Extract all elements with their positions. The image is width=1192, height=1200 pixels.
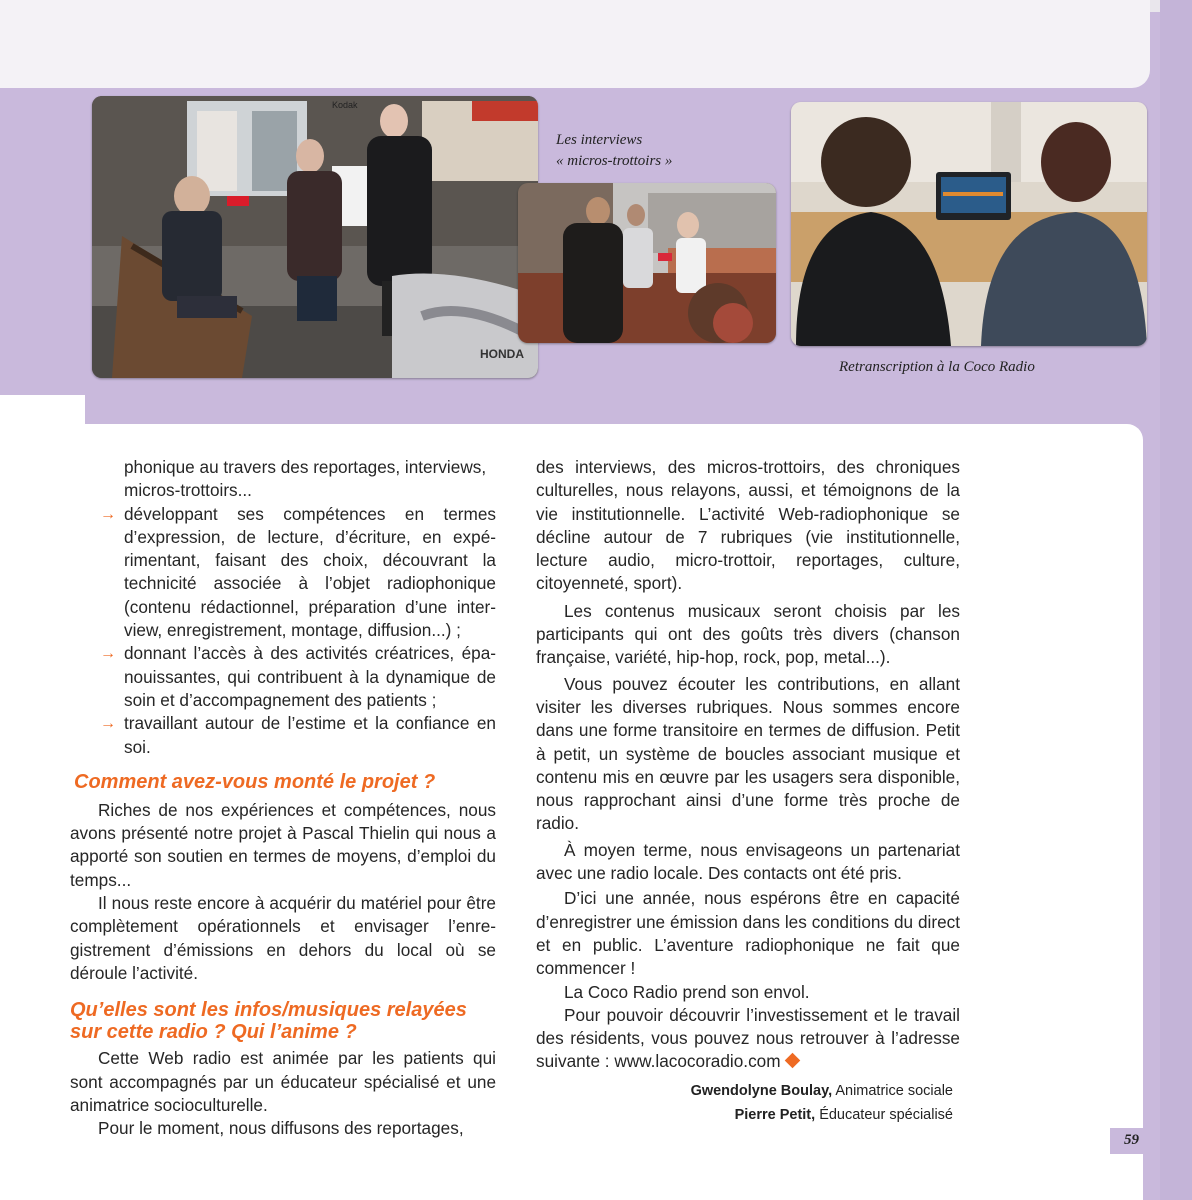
page-number: 59 xyxy=(1124,1132,1139,1148)
caption-interviews xyxy=(556,130,672,172)
bullet3-text: travaillant autour de l’estime et la confiance en soi. xyxy=(124,713,496,757)
caption-interviews-line1: Les interviews xyxy=(556,132,643,148)
signature-name1: Gwendolyne Boulay, xyxy=(690,1083,833,1099)
right-para-2: Les contenus musicaux seront choisis par les participants qui ont des goûts très divers (chanson française, variété, hip-hop, rock, pop, metal...). xyxy=(536,600,960,668)
bullet-item xyxy=(100,503,496,643)
honda-label: HONDA xyxy=(480,347,524,361)
text-panel-left-notch xyxy=(0,395,85,430)
right-lavender-band xyxy=(1160,0,1192,1200)
retranscription-image xyxy=(791,102,1147,346)
photo-retranscription xyxy=(791,102,1147,346)
heading-infos-line1: Qu’elles sont les infos/musiques relayées xyxy=(70,999,467,1022)
top-white-band xyxy=(0,0,1150,88)
signature-role1: Animatrice sociale xyxy=(835,1083,953,1099)
bullet1-text: développant ses compétences en termes d’expression, de lecture, d’écriture, en expérimentant, faisant des choix, découvrant la technicité associée à l’objet radiophonique (contenu rédactionnel, préparation d’une interview, enregistrement, montage, diffusion...) ; xyxy=(124,503,496,641)
arrow-icon: → xyxy=(100,505,116,523)
right-para-4: À moyen terme, nous envisageons un partenariat avec une radio locale. Des contacts ont été pris. xyxy=(536,839,960,884)
right-para-1: des interviews, des micros-trottoirs, des chroniques culturelles, nous relayons, aussi, et témoignons de la vie institutionnelle. L’activité Web-radiophonique se décline autour de 7 rubriques (vie institutionnelle, lecture audio, micro-trottoir, reportages, culture, citoyenneté, sport). xyxy=(536,457,960,594)
bullet-item xyxy=(100,642,496,712)
signature-role2: Éducateur spécialisé xyxy=(819,1107,953,1123)
heading-project: Comment avez-vous monté le projet ? xyxy=(74,770,436,793)
shop-sign: Kodak xyxy=(332,100,358,110)
signature-line1 xyxy=(691,1080,953,1102)
street-interview-image xyxy=(92,96,538,378)
arrow-icon: → xyxy=(100,645,116,663)
left-column xyxy=(70,456,496,1140)
caption-interviews-line2: « micros-trottoirs » xyxy=(556,153,673,169)
right-para-5: D’ici une année, nous espérons être en capacité d’enregistrer une émission dans les conditions du direct et en public. L’aventure radiophonique ne fait que commencer ! xyxy=(536,888,960,979)
bullet2-text: donnant l’accès à des activités créatrices, épanouissantes, qui contribuent à la dynamique de soin et d’accompagnement des patients ; xyxy=(124,643,496,710)
intro-line1: phonique au travers des reportages, interviews, xyxy=(124,457,487,477)
signature-name2: Pierre Petit, xyxy=(734,1107,816,1123)
intro-line2: micros-trottoirs... xyxy=(124,480,252,501)
para-infos-1: Cette Web radio est animée par les patients qui sont accompagnés par un éducateur spécialisé et une animatrice socioculturelle. xyxy=(70,1048,496,1115)
para-project-1: Riches de nos expériences et compétences, nous avons présenté notre projet à Pascal Thielin qui nous a apporté son soutien en termes de moyens, d’emploi du temps... xyxy=(70,799,496,890)
photo-street-interview xyxy=(92,96,538,378)
page-number-tab xyxy=(1110,1128,1160,1154)
diamond-end-icon xyxy=(784,1053,800,1069)
micro-trottoir-image xyxy=(518,183,776,343)
bullet-item xyxy=(100,712,496,759)
caption-retranscription: Retranscription à la Coco Radio xyxy=(839,359,1035,375)
para-infos-2: Pour le moment, nous diffusons des reportages, xyxy=(98,1118,464,1139)
right-column xyxy=(536,456,960,1074)
right-para-7 xyxy=(536,1004,960,1074)
signature-block xyxy=(560,1080,953,1130)
arrow-icon: → xyxy=(100,715,116,733)
photo-micro-trottoir xyxy=(518,183,776,343)
heading-infos-line2: sur cette radio ? Qui l’anime ? xyxy=(70,1021,357,1044)
signature-line2 xyxy=(735,1104,953,1126)
right-para-7-text: Pour pouvoir découvrir l’investissement et le travail des résidents, vous pouvez nous retrouver à l’adresse suivante : www.lacocoradio.com xyxy=(536,1004,960,1072)
right-para-6: La Coco Radio prend son envol. xyxy=(564,981,810,1002)
right-para-3: Vous pouvez écouter les contributions, en allant visiter les diverses rubriques. Nous sommes encore dans une forme transitoire en termes de diffusion. Petit à petit, un système de boucles associant musique et contenu mis en œuvre par les usagers sera disponible, nous rapprochant ainsi d’une forme très proche de radio. xyxy=(536,673,960,834)
para-project-2: Il nous reste encore à acquérir du matériel pour être complètement opérationnels et envisager l’enregistrement d’émissions en dehors du local où se déroule l’activité. xyxy=(70,893,496,983)
